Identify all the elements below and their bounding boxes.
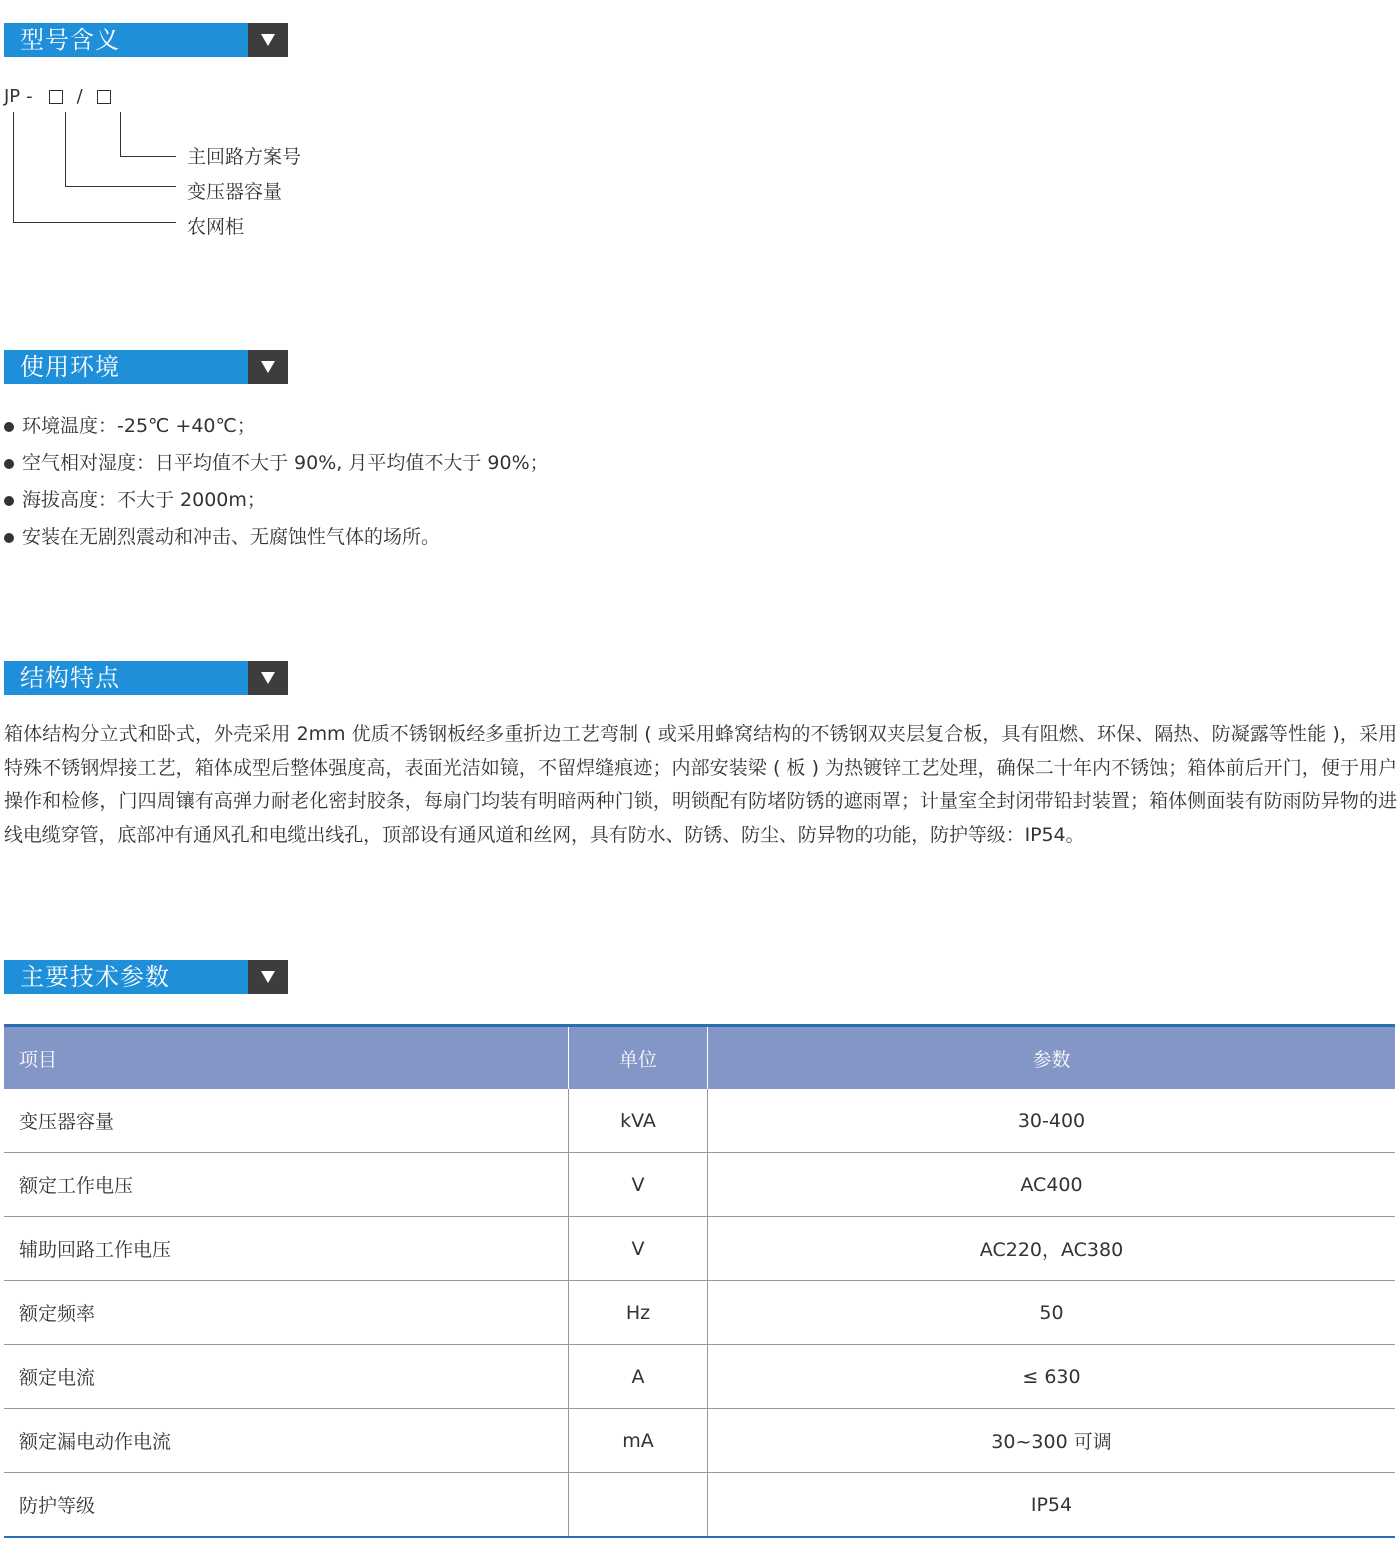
model-slash: / xyxy=(76,86,83,107)
connector-line xyxy=(120,112,121,157)
section-header-environment xyxy=(4,350,288,384)
table-cell xyxy=(569,1473,708,1538)
triangle-down-icon xyxy=(248,350,288,384)
list-item-text: 海拔高度：不大于 2000m； xyxy=(22,489,266,511)
bullet-icon xyxy=(4,459,14,469)
connector-line xyxy=(65,186,176,187)
table-cell: Hz xyxy=(569,1281,708,1345)
list-item-text: 安装在无剧烈震动和冲击、无腐蚀性气体的场所。 xyxy=(22,526,441,548)
table-row xyxy=(4,1281,1395,1345)
table-cell: AC220，AC380 xyxy=(708,1217,1396,1281)
bullet-icon xyxy=(4,422,14,432)
table-cell: mA xyxy=(569,1409,708,1473)
table-cell: kVA xyxy=(569,1089,708,1153)
connector-line xyxy=(120,156,176,157)
table-cell: 30-400 xyxy=(708,1089,1396,1153)
table-row xyxy=(4,1473,1395,1538)
column-header: 单位 xyxy=(569,1026,708,1090)
section-title: 使用环境 xyxy=(4,350,248,384)
table-row xyxy=(4,1153,1395,1217)
list-item-text: 环境温度：-25℃ +40℃； xyxy=(22,415,256,437)
section-title: 结构特点 xyxy=(4,661,248,695)
table-cell: 50 xyxy=(708,1281,1396,1345)
table-row xyxy=(4,1409,1395,1473)
table-cell: 防护等级 xyxy=(4,1473,569,1538)
table-row xyxy=(4,1089,1395,1153)
table-cell: 额定漏电动作电流 xyxy=(4,1409,569,1473)
table-cell: 额定频率 xyxy=(4,1281,569,1345)
environment-list xyxy=(4,408,549,556)
section-header-params xyxy=(4,960,288,994)
table-cell: AC400 xyxy=(708,1153,1396,1217)
model-prefix: JP xyxy=(4,86,21,107)
section-header-model xyxy=(4,23,288,57)
model-label: 农网柜 xyxy=(187,216,245,238)
section-title: 主要技术参数 xyxy=(4,960,248,994)
table-cell: ≤ 630 xyxy=(708,1345,1396,1409)
table-row xyxy=(4,1217,1395,1281)
model-code xyxy=(4,86,111,107)
model-label: 变压器容量 xyxy=(187,181,283,203)
bullet-icon xyxy=(4,496,14,506)
table-header-row xyxy=(4,1026,1395,1090)
section-header-structure xyxy=(4,661,288,695)
list-item xyxy=(4,408,549,445)
list-item-text: 空气相对湿度：日平均值不大于 90%, 月平均值不大于 90%； xyxy=(22,452,549,474)
table-cell: 额定电流 xyxy=(4,1345,569,1409)
structure-description: 箱体结构分立式和卧式，外壳采用 2mm 优质不锈钢板经多重折边工艺弯制 ( 或采用蜂窝结构的不锈钢双夹层复合板，具有阻燃、环保、隔热、防凝露等性能 )，采用特殊不锈钢焊接工艺，箱体成型后整体强度高，表面光洁如镜，不留焊缝痕迹；内部安装梁 ( 板 ) 为热镀锌工艺处理，确保二十年内不锈蚀；箱体前后开门，便于用户操作和检修，门四周镶有高弹力耐老化密封胶条，每扇门均装有明暗两种门锁，明锁配有防堵防锈的遮雨罩；计量室全封闭带铅封装置；箱体侧面装有防雨防异物的进线电缆穿管，底部冲有通风孔和电缆出线孔，顶部设有通风道和丝网，具有防水、防锈、防尘、防异物的功能，防护等级：IP54。 xyxy=(4,723,1397,846)
connector-line xyxy=(13,222,176,223)
table-row xyxy=(4,1345,1395,1409)
table-cell: 30~300 可调 xyxy=(708,1409,1396,1473)
table-cell: 变压器容量 xyxy=(4,1089,569,1153)
placeholder-box xyxy=(97,90,111,104)
table-cell: 辅助回路工作电压 xyxy=(4,1217,569,1281)
table-cell: IP54 xyxy=(708,1473,1396,1538)
connector-line xyxy=(13,112,14,223)
bullet-icon xyxy=(4,533,14,543)
model-dash: - xyxy=(26,86,33,107)
table-cell: V xyxy=(569,1153,708,1217)
placeholder-box xyxy=(49,90,63,104)
table-cell: V xyxy=(569,1217,708,1281)
model-label: 主回路方案号 xyxy=(187,146,302,168)
table-cell: 额定工作电压 xyxy=(4,1153,569,1217)
params-table xyxy=(4,1024,1395,1538)
triangle-down-icon xyxy=(248,661,288,695)
table-cell: A xyxy=(569,1345,708,1409)
list-item xyxy=(4,519,549,556)
triangle-down-icon xyxy=(248,23,288,57)
section-title: 型号含义 xyxy=(4,23,248,57)
list-item xyxy=(4,482,549,519)
column-header: 项目 xyxy=(4,1026,569,1090)
column-header: 参数 xyxy=(708,1026,1396,1090)
connector-line xyxy=(65,112,66,187)
list-item xyxy=(4,445,549,482)
triangle-down-icon xyxy=(248,960,288,994)
